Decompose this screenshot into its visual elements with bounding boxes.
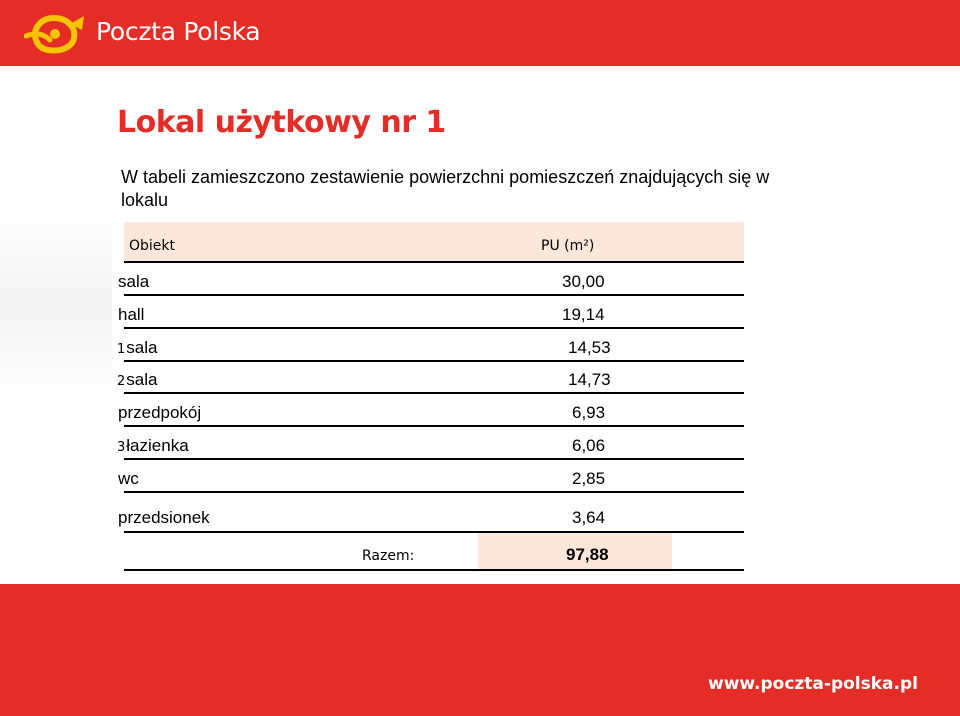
row-name-cell [117, 469, 139, 489]
room-name: sala [126, 338, 158, 357]
room-name: przedsionek [118, 508, 210, 527]
row-name-cell [117, 272, 149, 292]
room-name: przedpokój [118, 403, 202, 422]
room-name: sala [126, 370, 158, 389]
room-area: 30,00 [562, 272, 605, 291]
room-area: 14,73 [568, 370, 611, 389]
room-area: 3,64 [572, 508, 606, 527]
row-name-cell [117, 436, 189, 456]
side-decoration [0, 205, 112, 405]
row-name-cell [117, 370, 157, 390]
poczta-horn-logo-icon [24, 10, 90, 56]
footer-url[interactable]: www.poczta-polska.pl [708, 674, 918, 694]
room-area: 2,85 [572, 469, 606, 488]
table-rule [124, 294, 744, 296]
room-name: hall [118, 305, 145, 324]
row-number: 1 [117, 342, 126, 357]
row-number: 2 [117, 374, 126, 389]
room-name: sala [118, 272, 150, 291]
page-title: Lokal użytkowy nr 1 [117, 105, 446, 140]
footer-bar [0, 584, 960, 716]
table-rule [124, 425, 744, 427]
table-rule [124, 392, 744, 394]
room-area: 6,06 [572, 436, 606, 455]
row-number: 3 [117, 440, 126, 455]
room-area: 19,14 [562, 305, 605, 324]
room-area: 6,93 [572, 403, 606, 422]
table-header-background [124, 222, 744, 262]
total-value: 97,88 [566, 545, 609, 564]
row-name-cell [117, 305, 144, 325]
row-name-cell [117, 403, 201, 423]
total-label: Razem: [362, 548, 415, 564]
row-name-cell [117, 338, 157, 358]
column-header-area: PU (m²) [541, 238, 595, 254]
table-rule [124, 569, 744, 571]
table-rule [124, 458, 744, 460]
table-rule [124, 261, 744, 263]
room-name: wc [118, 469, 139, 488]
table-rule [124, 360, 744, 362]
header-bar [0, 0, 960, 66]
room-area: 14,53 [568, 338, 611, 357]
table-rule [124, 327, 744, 329]
room-name: łazienka [126, 436, 189, 455]
table-rule [124, 491, 744, 493]
row-name-cell [117, 508, 210, 528]
brand-name: Poczta Polska [96, 17, 261, 46]
intro-text: W tabeli zamieszczono zestawienie powierzchni pomieszczeń znajdujących się w lokalu [121, 167, 770, 210]
column-header-object: Obiekt [129, 238, 176, 254]
